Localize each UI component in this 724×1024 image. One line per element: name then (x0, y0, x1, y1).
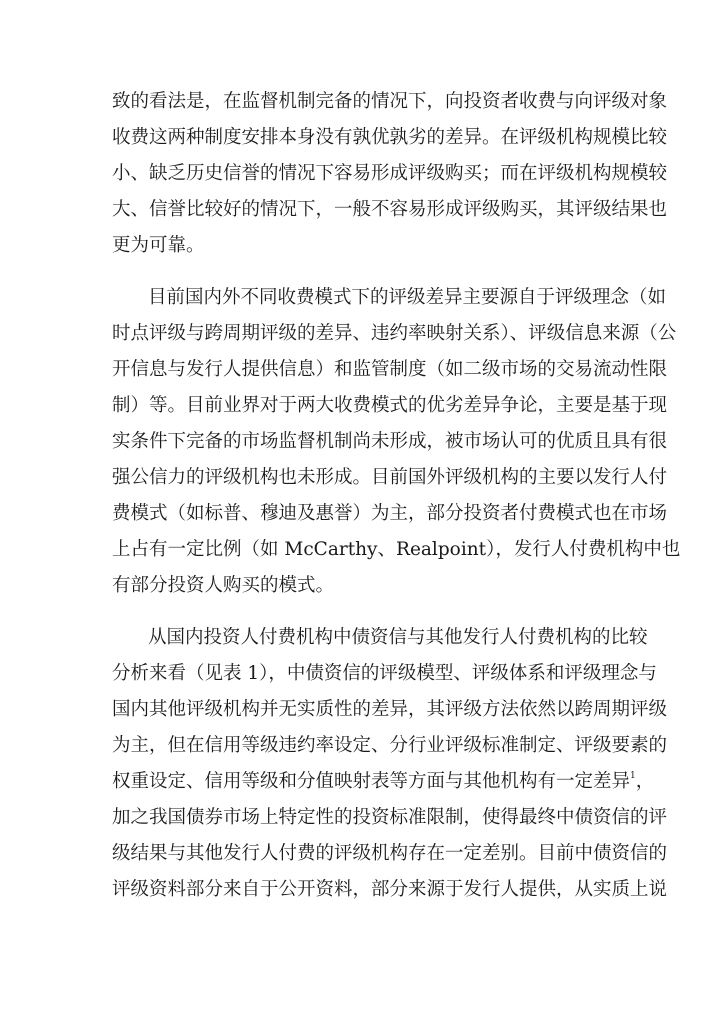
text-line-with-footnote (112, 769, 655, 795)
text-line: 更为可靠。 (112, 235, 205, 256)
text-line: 开信息与发行人提供信息）和监管制度（如二级市场的交易流动性限 (112, 359, 668, 380)
footnote-marker[interactable]: 1 (630, 771, 636, 781)
text-line: 上占有一定比例（如 McCarthy、Realpoint），发行人付费机构中也 (112, 539, 681, 560)
text-line: 评级资料部分来自于公开资料，部分来源于发行人提供，从实质上说 (112, 879, 668, 900)
text-line: 小、缺乏历史信誉的情况下容易形成评级购买；而在评级机构规模较 (112, 163, 668, 184)
text-line: 加之我国债券市场上特定性的投资标准限制，使得最终中债资信的评 (112, 807, 668, 828)
text-line: 大、信誉比较好的情况下，一般不容易形成评级购买，其评级结果也 (112, 199, 668, 220)
text-line: 费模式（如标普、穆迪及惠誉）为主，部分投资者付费模式也在市场 (112, 503, 668, 524)
text-line: 目前国内外不同收费模式下的评级差异主要源自于评级理念（如 (148, 287, 667, 308)
text-line: 级结果与其他发行人付费的评级机构存在一定差别。目前中债资信的 (112, 843, 668, 864)
text-segment: 权重设定、信用等级和分值映射表等方面与其他机构有一定差异 (112, 771, 631, 792)
text-line: 致的看法是，在监督机制完备的情况下，向投资者收费与向评级对象 (112, 91, 668, 112)
text-line: 国内其他评级机构并无实质性的差异，其评级方法依然以跨周期评级 (112, 699, 668, 720)
text-line: 实条件下完备的市场监督机制尚未形成，被市场认可的优质且具有很 (112, 431, 668, 452)
text-line: 时点评级与跨周期评级的差异、违约率映射关系）、评级信息来源（公 (112, 323, 677, 344)
text-line: 从国内投资人付费机构中债资信与其他发行人付费机构的比较 (148, 627, 648, 648)
text-line: 收费这两种制度安排本身没有孰优孰劣的差异。在评级机构规模比较 (112, 127, 668, 148)
text-line: 分析来看（见表 1），中债资信的评级模型、评级体系和评级理念与 (112, 663, 657, 684)
text-line: 有部分投资人购买的模式。 (112, 575, 335, 596)
text-line: 制）等。目前业界对于两大收费模式的优劣差异争论，主要是基于现 (112, 395, 668, 416)
text-line: 为主，但在信用等级违约率设定、分行业评级标准制定、评级要素的 (112, 735, 668, 756)
text-segment: ， (635, 771, 655, 792)
text-line: 强公信力的评级机构也未形成。目前国外评级机构的主要以发行人付 (112, 467, 668, 488)
